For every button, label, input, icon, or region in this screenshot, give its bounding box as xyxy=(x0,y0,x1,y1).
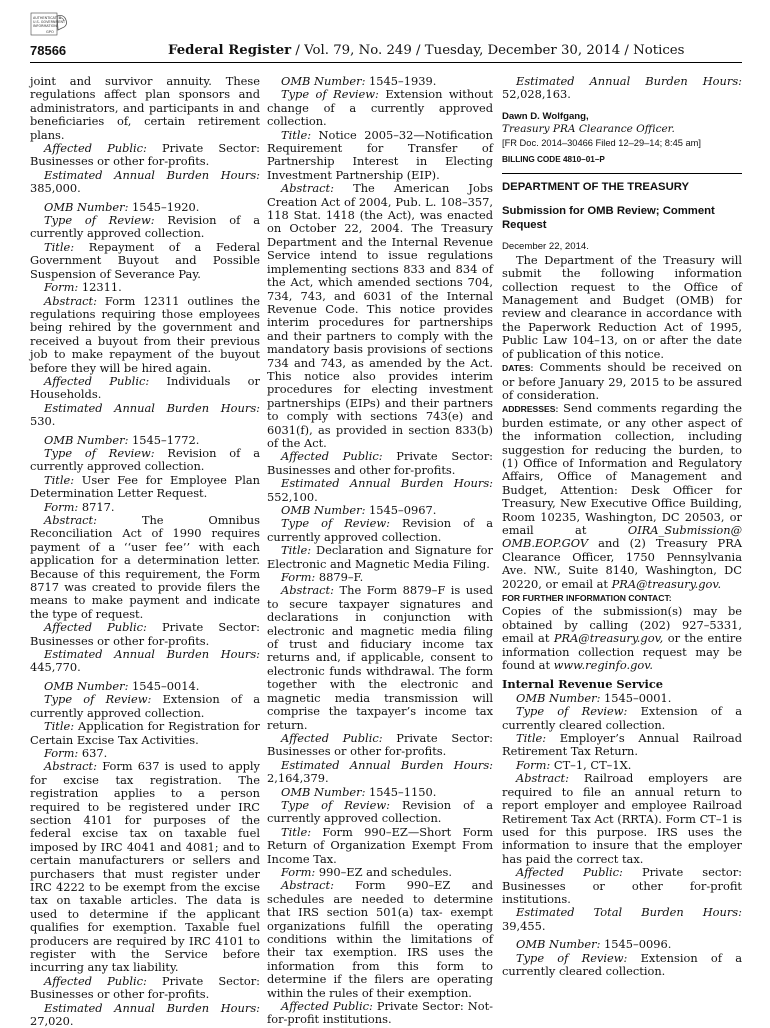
paragraph xyxy=(30,447,260,474)
field-label: OMB Number: xyxy=(516,937,601,952)
field-text: 990–EZ and schedules. xyxy=(315,864,452,879)
paragraph xyxy=(30,648,260,675)
field-text: Private Sector: Businesses or other for-profits. xyxy=(30,141,260,169)
paragraph xyxy=(267,75,493,88)
field-text: Extension without change of a currently approved collection. xyxy=(267,87,493,129)
paragraph xyxy=(30,760,260,975)
gpo-authenticated-seal-icon xyxy=(30,12,74,42)
paragraph xyxy=(267,504,493,517)
field-label: Affected Public: xyxy=(44,373,150,388)
paragraph xyxy=(267,544,493,571)
field-label: Estimated Annual Burden Hours: xyxy=(44,647,260,662)
field-label: Abstract: xyxy=(281,878,334,893)
field-label: OMB Number: xyxy=(44,199,129,214)
paragraph xyxy=(502,952,742,979)
field-label: OMB Number: xyxy=(516,690,601,705)
dates-text: Comments should be received on or before January 29, 2015 to be assured of consideration. xyxy=(502,360,742,402)
billing-code: BILLING CODE 4810–01–P xyxy=(502,154,605,164)
paragraph xyxy=(30,295,260,375)
field-text: Form 990–EZ and schedules are needed to determine that IRS section 501(a) tax- exempt organizations fulfill the operating conditions within the limitations of their tax exemption. IRS uses the information from this form to determine if the filers are operating within the rules of their exemption. xyxy=(267,878,493,1000)
field-text: Extension of a currently cleared collection. xyxy=(502,704,742,732)
field-text: 52,028,163. xyxy=(502,87,571,102)
paragraph xyxy=(30,474,260,501)
paragraph xyxy=(267,571,493,584)
field-label: Title: xyxy=(281,127,312,142)
paragraph xyxy=(267,799,493,826)
paragraph xyxy=(30,975,260,1002)
field-text: Form 12311 outlines the regulations requiring those employees being rehired by the government and received a buyout from their previous job to make repayment of the buyout before they will be hired again. xyxy=(30,293,260,375)
field-label: Affected Public: xyxy=(44,141,147,156)
signer-title: Treasury PRA Clearance Officer. xyxy=(502,123,675,136)
paragraph xyxy=(502,692,742,705)
field-text: 552,100. xyxy=(267,489,318,504)
field-label: Estimated Annual Burden Hours: xyxy=(44,167,260,182)
field-label: Title: xyxy=(44,719,75,734)
contact-label-line xyxy=(502,591,742,605)
field-label: Type of Review: xyxy=(516,704,628,719)
publication-name: Federal Register xyxy=(168,43,292,58)
field-label: Type of Review: xyxy=(281,87,379,102)
field-text: 445,770. xyxy=(30,660,81,675)
field-text: Application for Registration for Certain Excise Tax Activities. xyxy=(30,719,260,747)
field-label: Form: xyxy=(44,280,79,295)
field-label: Abstract: xyxy=(44,513,97,527)
field-label: Type of Review: xyxy=(44,692,152,707)
issue-info: / Vol. 79, No. 249 / Tuesday, December 30, 2014 / Notices xyxy=(291,43,685,58)
field-text: Revision of a currently approved collection. xyxy=(267,516,493,544)
paragraph xyxy=(30,281,260,294)
field-text: Revision of a currently approved collection. xyxy=(267,797,493,826)
field-text: The Omnibus Reconciliation Act of 1990 requires payment of a ‘‘user fee’’ with each application for a determination letter. Because of this requirement, the Form 8717 was created to provide filers the means to make payment and indicate the type of request. xyxy=(30,513,260,621)
field-label: Affected Public: xyxy=(281,999,373,1014)
field-text: Railroad employers are required to file an annual return to report employer and employee Railroad Retirement Tax Act (RRTA). Form CT–1 is used for this purpose. IRS uses the information to insure that the employer has paid the correct tax. xyxy=(502,771,742,866)
field-text: Individuals or Households. xyxy=(30,373,260,402)
paragraph xyxy=(267,732,493,759)
field-label: Abstract: xyxy=(44,293,97,308)
paragraph xyxy=(267,866,493,879)
paragraph xyxy=(30,201,260,214)
paragraph xyxy=(502,705,742,732)
paragraph xyxy=(30,501,260,514)
field-label: Abstract: xyxy=(281,181,334,196)
contact-paragraph xyxy=(502,605,742,672)
field-label: Estimated Annual Burden Hours: xyxy=(516,74,742,88)
paragraph xyxy=(30,375,260,402)
field-label: Abstract: xyxy=(516,771,569,786)
field-label: Title: xyxy=(44,239,75,254)
seal-line-4: GPO xyxy=(46,30,54,34)
field-text: User Fee for Employee Plan Determination Letter Request. xyxy=(30,472,260,501)
field-label: Affected Public: xyxy=(44,620,147,635)
field-label: Affected Public: xyxy=(281,449,383,464)
notice-date: December 22, 2014. xyxy=(502,241,589,253)
paragraph xyxy=(502,866,742,906)
paragraph xyxy=(30,680,260,693)
seal-line-2: U.S. GOVERNMENT xyxy=(33,20,66,24)
field-text: 12311. xyxy=(78,280,122,295)
paragraph xyxy=(502,772,742,866)
paragraph xyxy=(30,747,260,760)
dates-paragraph xyxy=(502,361,742,402)
field-label: Form: xyxy=(281,864,316,879)
field-label: Form: xyxy=(281,570,316,585)
field-text: 39,455. xyxy=(502,918,546,933)
field-label: Type of Review: xyxy=(516,950,628,965)
field-label: Affected Public: xyxy=(44,973,147,988)
running-header xyxy=(168,43,684,58)
field-text: 1545–0096. xyxy=(600,937,672,952)
bureau-heading: Internal Revenue Service xyxy=(502,677,664,692)
addresses-text-2: and (2) Treasury PRA Clearance Officer, 1750 Pennsylvania Ave. NW., Suite 8140, Washington, DC 20220, or email at xyxy=(502,536,742,591)
field-label: Title: xyxy=(281,543,312,558)
field-label: Affected Public: xyxy=(516,865,623,880)
field-text: Revision of a currently approved collection. xyxy=(30,213,260,241)
field-text: Private Sector: Businesses or other for-profits. xyxy=(30,973,260,1002)
field-text: 8717. xyxy=(78,499,115,514)
paragraph xyxy=(30,241,260,281)
seal-line-1: AUTHENTICATED xyxy=(33,16,62,20)
field-label: OMB Number: xyxy=(281,503,366,517)
contact-email-link[interactable]: PRA@treasury.gov, xyxy=(553,631,664,646)
page-number: 78566 xyxy=(30,43,67,58)
field-text: Employer’s Annual Railroad Retirement Tax Return. xyxy=(502,731,742,759)
field-text: Form 990–EZ—Short Form Return of Organization Exempt From Income Tax. xyxy=(267,824,493,866)
notice-intro: The Department of the Treasury will submit the following information collection request to the Office of Management and Budget (OMB) for review and clearance in accordance with the Paperwork Reduction Act of 1995, Public Law 104–13, on or after the date of publication of this notice. xyxy=(502,252,742,361)
field-label: Title: xyxy=(44,472,75,487)
field-label: OMB Number: xyxy=(44,432,129,447)
paragraph xyxy=(30,1002,260,1028)
field-text: 27,020. xyxy=(30,1014,74,1028)
field-text: Private sector: Businesses or other for-profit institutions. xyxy=(502,865,742,906)
paragraph xyxy=(30,402,260,429)
fr-doc-line: [FR Doc. 2014–30466 Filed 12–29–14; 8:45 am] xyxy=(502,137,701,148)
paragraph xyxy=(30,214,260,241)
paragraph xyxy=(30,720,260,747)
field-label: Estimated Annual Burden Hours: xyxy=(44,400,260,415)
field-label: Estimated Annual Burden Hours: xyxy=(44,1000,260,1015)
field-text: 1545–0001. xyxy=(600,690,672,705)
signer-name: Dawn D. Wolfgang, xyxy=(502,110,589,122)
field-text: Extension of a currently approved collection. xyxy=(30,692,260,720)
notice-divider xyxy=(502,173,742,174)
field-text: 1545–0967. xyxy=(365,503,437,517)
field-text: 2,164,379. xyxy=(267,771,329,786)
field-text: 1545–0014. xyxy=(128,678,200,693)
field-label: OMB Number: xyxy=(44,678,129,693)
field-text: Private Sector: Businesses or other for-profits. xyxy=(30,620,260,648)
paragraph xyxy=(30,621,260,648)
column-2 xyxy=(267,75,493,1027)
column-1 xyxy=(30,75,260,1028)
field-text: Revision of a currently approved collection. xyxy=(30,445,260,474)
field-text: 1545–1150. xyxy=(365,784,437,799)
field-text: The Form 8879–F is used to secure taxpayer signatures and declarations in conjunction with electronic and magnetic media filing of trust and fiduciary income tax returns and, if applicable, consent to electronic funds withdrawal. The form together with the electronic and magnetic media transmission will comprise the taxpayer’s income tax return. xyxy=(267,583,493,732)
paragraph xyxy=(267,786,493,799)
field-text: 8879–F. xyxy=(315,570,364,585)
paragraph xyxy=(30,169,260,196)
field-text: The American Jobs Creation Act of 2004, Pub. L. 108–357, 118 Stat. 1418 (the Act), was enacted on October 22, 2004. The Treasury Department and the Internal Revenue Service intend to issue regulations implementing sections 833 and 834 of the Act, which amended sections 704, 734, 743, and 6031 of the Internal Revenue Code. This notice provides interim procedures for partnerships and their partners to comply with the mandatory basis provisions of sections 734 and 743, as amended by the Act. This notice also provides interim procedures for electing investment partnerships (EIPs) and their partners to comply with sections 743(e) and 6031(f), as provided in section 833(b) of the Act. xyxy=(267,181,493,450)
addresses-paragraph xyxy=(502,402,742,591)
paragraph xyxy=(502,938,742,951)
field-text: Private Sector: Businesses or other for-profits. xyxy=(267,730,493,759)
reginfo-link[interactable]: www.reginfo.gov. xyxy=(553,658,653,673)
paragraph xyxy=(267,584,493,731)
field-text: Private Sector: Not-for-profit institutions. xyxy=(267,999,493,1027)
agency-heading: DEPARTMENT OF THE TREASURY xyxy=(502,181,690,194)
column-3 xyxy=(502,75,742,978)
field-text: Extension of a currently cleared collection. xyxy=(502,950,742,978)
field-text: 637. xyxy=(78,745,108,760)
notice-subject: Submission for OMB Review; Comment Request xyxy=(502,205,715,232)
field-label: Type of Review: xyxy=(44,213,155,228)
paragraph xyxy=(267,1000,493,1027)
field-label: Form: xyxy=(516,757,551,772)
field-label: Abstract: xyxy=(281,583,334,598)
field-label: OMB Number: xyxy=(281,74,366,88)
field-text: 1545–1772. xyxy=(128,432,200,447)
field-label: Type of Review: xyxy=(281,516,390,531)
field-label: Form: xyxy=(44,499,79,514)
field-label: Affected Public: xyxy=(281,730,383,745)
field-text: CT–1, CT–1X. xyxy=(550,757,632,772)
pra-email-link[interactable]: PRA@treasury.gov. xyxy=(611,576,722,591)
paragraph xyxy=(267,477,493,504)
field-text: Declaration and Signature for Electronic and Magnetic Media Filing. xyxy=(267,543,493,571)
field-label: Type of Review: xyxy=(44,445,155,460)
paragraph xyxy=(502,75,742,102)
paragraph xyxy=(30,514,260,621)
paragraph xyxy=(267,450,493,477)
field-text: joint and survivor annuity. These regulations affect plan sponsors and administrators, and participants in and beneficiaries of, certain retirement plans. xyxy=(30,74,260,142)
field-text: Form 637 is used to apply for excise tax registration. The registration applies to a person required to be registered under IRC section 4101 for purposes of the federal excise tax on taxable fuel imposed by IRC 4041 and 4081; and to certain manufacturers or sellers and purchasers that must register under IRC 4222 to be exempt from the excise tax on taxable articles. The data is used to determine if the applicant qualifies for exemption. Taxable fuel producers are required by IRC 4101 to register with the Service before incurring any tax liability. xyxy=(30,759,260,975)
paragraph xyxy=(267,879,493,1000)
field-label: Type of Review: xyxy=(281,797,390,812)
paragraph xyxy=(30,142,260,169)
seal-line-3: INFORMATION xyxy=(33,24,57,28)
paragraph xyxy=(30,434,260,447)
field-label: OMB Number: xyxy=(281,784,366,799)
paragraph xyxy=(502,759,742,772)
paragraph xyxy=(267,129,493,183)
paragraph xyxy=(502,906,742,933)
addresses-text-1: Send comments regarding the burden estimate, or any other aspect of the information collection, including suggestion for reducing the burden, to (1) Office of Information and Regulatory Affairs, Office of Management and Budget, Attention: Desk Officer for Treasury, New Executive Office Building, Room 10235, Washington, DC 20503, or email at xyxy=(502,401,742,537)
field-text: Notice 2005–32—Notification Requirement for Transfer of Partnership Interest in Electing Investment Partnership (EIP). xyxy=(267,127,493,182)
paragraph xyxy=(267,182,493,450)
paragraph xyxy=(267,826,493,866)
field-text: 1545–1939. xyxy=(365,74,437,88)
paragraph xyxy=(30,693,260,720)
field-label: Estimated Annual Burden Hours: xyxy=(281,476,493,491)
field-label: Estimated Total Burden Hours: xyxy=(516,905,742,920)
paragraph xyxy=(267,759,493,786)
contact-text-2: or the entire information collection request may be found at xyxy=(502,631,742,673)
field-text: Repayment of a Federal Government Buyout and Possible Suspension of Severance Pay. xyxy=(30,239,260,281)
paragraph xyxy=(267,88,493,128)
oira-email-link[interactable]: OIRA_Submission@ OMB.EOP.GOV xyxy=(502,522,742,551)
paragraph xyxy=(30,75,260,142)
field-label: Title: xyxy=(516,731,547,746)
field-text: 530. xyxy=(30,414,56,429)
field-label: Estimated Annual Burden Hours: xyxy=(281,757,493,772)
contact-label: FOR FURTHER INFORMATION CONTACT: xyxy=(502,593,672,603)
field-text: 1545–1920. xyxy=(128,199,200,214)
addresses-label: ADDRESSES: xyxy=(502,404,559,415)
field-text: Private Sector: Businesses and other for-profits. xyxy=(267,449,493,477)
field-label: Abstract: xyxy=(44,759,97,774)
dates-label: DATES: xyxy=(502,363,534,374)
field-label: Form: xyxy=(44,745,79,760)
paragraph xyxy=(502,732,742,759)
field-text: 385,000. xyxy=(30,181,81,196)
contact-text-1: Copies of the submission(s) may be obtained by calling (202) 927–5331, email at xyxy=(502,604,742,646)
header-divider xyxy=(30,62,742,63)
paragraph xyxy=(267,517,493,544)
field-label: Title: xyxy=(281,824,312,839)
